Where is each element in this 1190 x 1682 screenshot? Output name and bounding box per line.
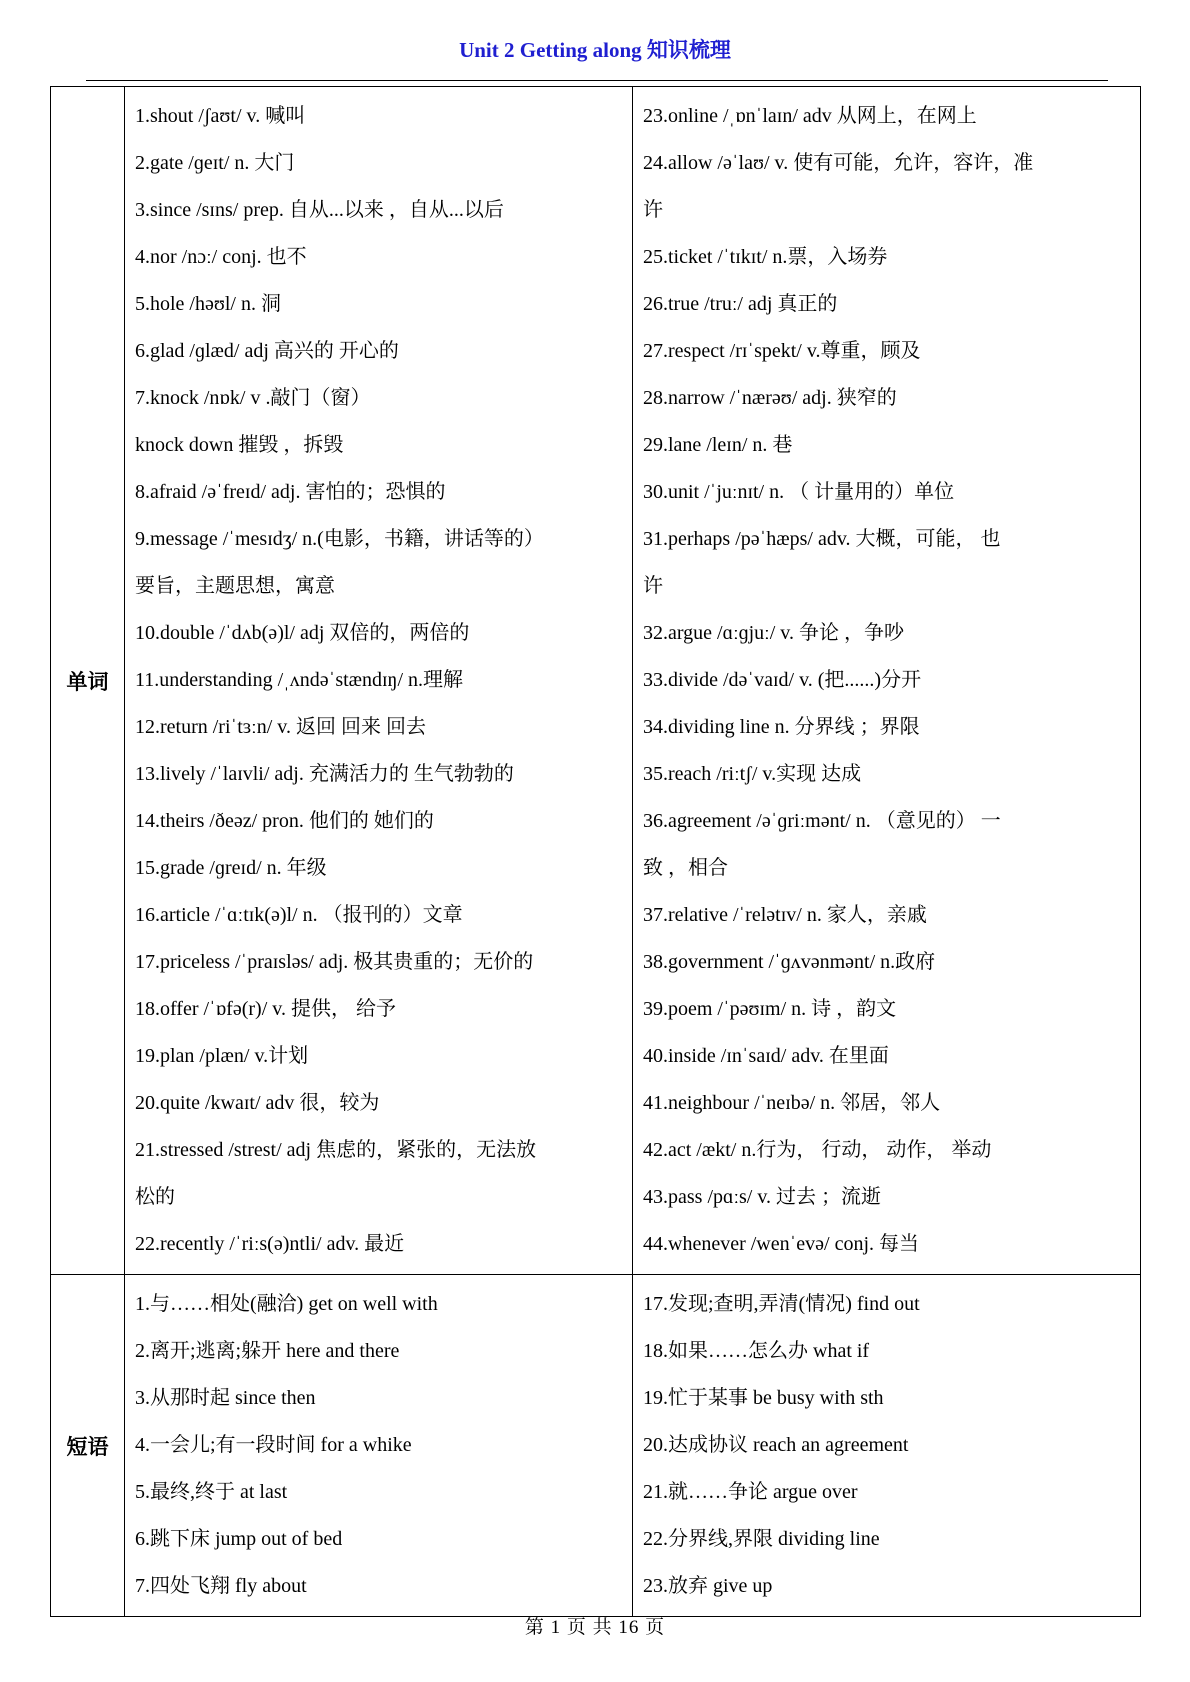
vocab-entry: 42.act /ækt/ n.行为， 行动， 动作， 举动 [643, 1139, 992, 1161]
phrases-row [51, 1275, 1141, 1617]
vocab-entry: 9.message /ˈmesɪdʒ/ n.(电影，书籍，讲话等的） [135, 528, 544, 550]
vocab-entry: 致 ，相合 [643, 857, 728, 879]
vocab-entry: 44.whenever /wenˈevə/ conj. 每当 [643, 1233, 920, 1255]
phrase-entry: 7.四处飞翔 fly about [135, 1575, 307, 1597]
phrase-entry: 23.放弃 give up [643, 1575, 773, 1597]
vocab-entry: 31.perhaps /pəˈhæps/ adv. 大概，可能， 也 [643, 528, 1001, 550]
phrase-entry: 4.一会儿;有一段时间 for a whike [135, 1434, 412, 1456]
vocab-entry: 许 [643, 199, 663, 221]
vocab-entry: 25.ticket /ˈtɪkɪt/ n.票，入场券 [643, 246, 888, 268]
vocab-entry: 38.government /ˈɡʌvənmənt/ n.政府 [643, 951, 936, 973]
vocab-entry: 松的 [135, 1186, 175, 1208]
phrase-entry: 22.分界线,界限 dividing line [643, 1528, 880, 1550]
vocab-entry: 23.online /ˌɒnˈlaɪn/ adv 从网上，在网上 [643, 105, 977, 127]
vocab-entry: 36.agreement /əˈɡriːmənt/ n. （意见的） 一 [643, 810, 1001, 832]
phrases-left-column [125, 1275, 633, 1617]
vocab-right-column [633, 87, 1141, 1275]
page-title: Unit 2 Getting along 知识梳理 [459, 38, 731, 62]
vocab-entry: 24.allow /əˈlaʊ/ v. 使有可能，允许，容许，准 [643, 152, 1034, 174]
vocab-entry: 3.since /sɪns/ prep. 自从...以来 ，自从...以后 [135, 199, 504, 221]
page-number: 第 1 页 共 16 页 [524, 1617, 666, 1638]
vocab-entry: 18.offer /ˈɒfə(r)/ v. 提供， 给予 [135, 998, 396, 1020]
phrase-entry: 19.忙于某事 be busy with sth [643, 1387, 884, 1409]
phrase-entry: 21.就……争论 argue over [643, 1481, 858, 1503]
vocab-entry: 40.inside /ɪnˈsaɪd/ adv. 在里面 [643, 1045, 889, 1067]
vocab-entry: 8.afraid /əˈfreɪd/ adj. 害怕的；恐惧的 [135, 481, 446, 503]
vocab-entry: 35.reach /riːtʃ/ v.实现 达成 [643, 763, 862, 785]
vocab-entry: 6.glad /ɡlæd/ adj 高兴的 开心的 [135, 340, 399, 362]
vocab-entry: 19.plan /plæn/ v.计划 [135, 1045, 309, 1067]
phrases-category-label: 短语 [51, 1275, 125, 1617]
phrase-entry: 17.发现;查明,弄清(情况) find out [643, 1293, 920, 1315]
vocab-entry: 34.dividing line n. 分界线 ；界限 [643, 716, 920, 738]
header-rule [86, 80, 1108, 81]
phrase-entry: 18.如果……怎么办 what if [643, 1340, 870, 1362]
vocab-entry: 许 [643, 575, 663, 597]
vocab-entry: 32.argue /ɑːɡjuː/ v. 争论 ，争吵 [643, 622, 904, 644]
vocab-entry: 16.article /ˈɑːtɪk(ə)l/ n. （报刊的）文章 [135, 904, 463, 926]
vocab-entry: 15.grade /ɡreɪd/ n. 年级 [135, 857, 327, 879]
phrase-entry: 2.离开;逃离;躲开 here and there [135, 1340, 400, 1362]
vocab-entry: 10.double /ˈdʌb(ə)l/ adj 双倍的，两倍的 [135, 622, 470, 644]
vocab-entry: 14.theirs /ðeəz/ pron. 他们的 她们的 [135, 810, 434, 832]
vocab-entry: 29.lane /leɪn/ n. 巷 [643, 434, 793, 456]
vocab-entry: 43.pass /pɑːs/ v. 过去 ；流逝 [643, 1186, 882, 1208]
vocab-entry: 28.narrow /ˈnærəʊ/ adj. 狭窄的 [643, 387, 897, 409]
vocab-entry: 37.relative /ˈrelətɪv/ n. 家人，亲戚 [643, 904, 927, 926]
vocab-entry: 5.hole /həʊl/ n. 洞 [135, 293, 281, 315]
vocab-entry: knock down 摧毁 ，拆毁 [135, 434, 344, 456]
vocab-entry: 12.return /riˈtɜːn/ v. 返回 回来 回去 [135, 716, 426, 738]
phrases-right-column [633, 1275, 1141, 1617]
phrase-entry: 20.达成协议 reach an agreement [643, 1434, 909, 1456]
vocab-entry: 1.shout /ʃaʊt/ v. 喊叫 [135, 105, 306, 127]
vocab-row [51, 87, 1141, 1275]
vocab-entry: 4.nor /nɔː/ conj. 也不 [135, 246, 307, 268]
vocab-category-label: 单词 [51, 87, 125, 1275]
vocab-entry: 41.neighbour /ˈneɪbə/ n. 邻居，邻人 [643, 1092, 941, 1114]
vocab-left-column [125, 87, 633, 1275]
vocab-entry: 要旨，主题思想，寓意 [135, 575, 335, 597]
vocab-entry: 26.true /truː/ adj 真正的 [643, 293, 838, 315]
vocab-entry: 30.unit /ˈjuːnɪt/ n. （ 计量用的）单位 [643, 481, 955, 503]
phrase-entry: 5.最终,终于 at last [135, 1481, 288, 1503]
vocab-entry: 22.recently /ˈriːs(ə)ntli/ adv. 最近 [135, 1233, 405, 1255]
vocab-entry: 33.divide /dəˈvaɪd/ v. (把......)分开 [643, 669, 922, 691]
phrase-entry: 3.从那时起 since then [135, 1387, 316, 1409]
vocab-entry: 2.gate /ɡeɪt/ n. 大门 [135, 152, 295, 174]
vocab-entry: 21.stressed /strest/ adj 焦虑的，紧张的，无法放 [135, 1139, 537, 1161]
knowledge-table [50, 86, 1141, 1617]
vocab-entry: 17.priceless /ˈpraɪsləs/ adj. 极其贵重的；无价的 [135, 951, 534, 973]
vocab-entry: 39.poem /ˈpəʊɪm/ n. 诗 ，韵文 [643, 998, 897, 1020]
vocab-entry: 20.quite /kwaɪt/ adv 很，较为 [135, 1092, 380, 1114]
vocab-entry: 27.respect /rɪˈspekt/ v.尊重，顾及 [643, 340, 921, 362]
vocab-entry: 7.knock /nɒk/ v .敲门（窗） [135, 387, 371, 409]
phrase-entry: 1.与……相处(融洽) get on well with [135, 1293, 438, 1315]
vocab-entry: 11.understanding /ˌʌndəˈstændɪŋ/ n.理解 [135, 669, 464, 691]
vocab-entry: 13.lively /ˈlaɪvli/ adj. 充满活力的 生气勃勃的 [135, 763, 514, 785]
phrase-entry: 6.跳下床 jump out of bed [135, 1528, 343, 1550]
